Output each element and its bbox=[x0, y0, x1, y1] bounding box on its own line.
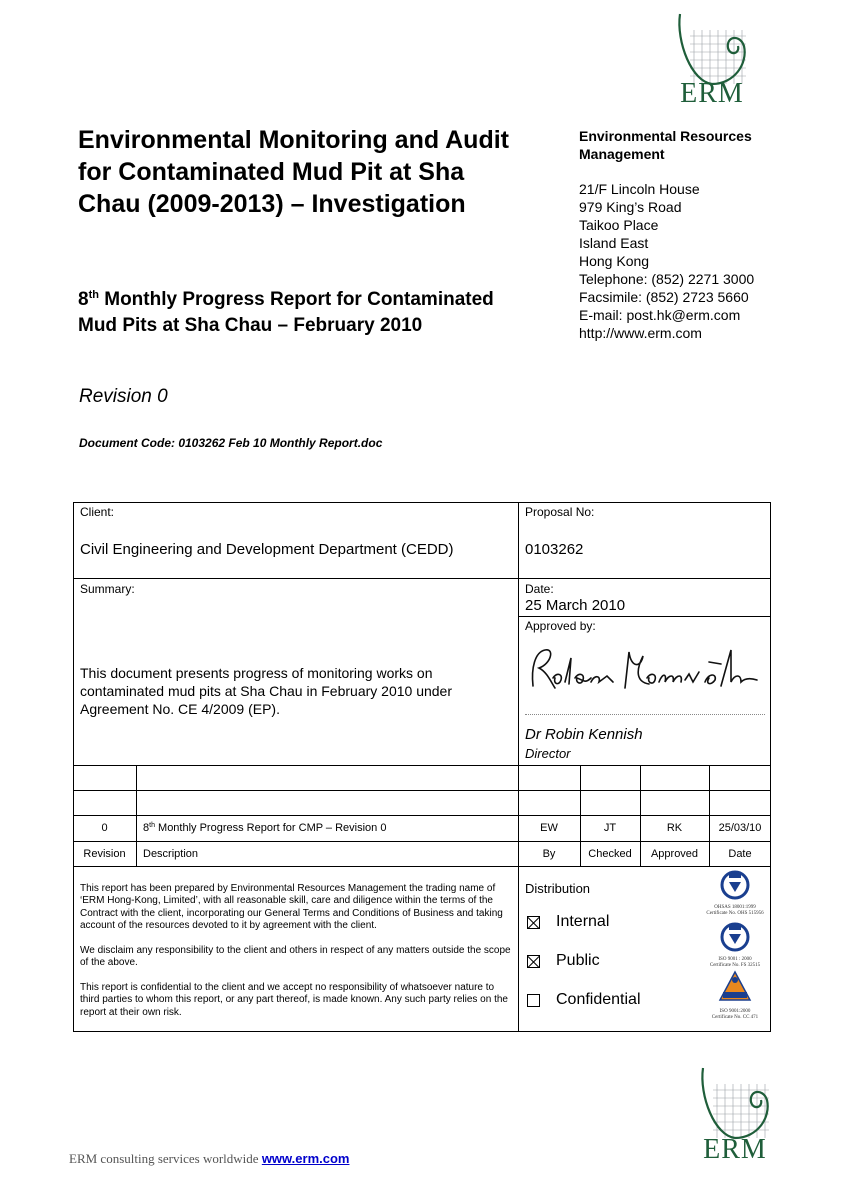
website: http://www.erm.com bbox=[579, 325, 702, 341]
erm-logo-bottom bbox=[695, 1066, 775, 1166]
subtitle-sup: th bbox=[88, 289, 99, 301]
table-divider bbox=[518, 616, 771, 617]
address-line: 979 King’s Road bbox=[579, 199, 682, 215]
organisation-name: Environmental Resources Management bbox=[579, 128, 752, 162]
page-footer bbox=[69, 1151, 349, 1167]
internal-checkbox[interactable] bbox=[527, 916, 540, 929]
table-divider bbox=[73, 765, 771, 766]
erm-logo-top bbox=[672, 12, 752, 107]
client-label: Client: bbox=[80, 505, 115, 519]
proposal-label: Proposal No: bbox=[525, 505, 595, 519]
date-label: Date: bbox=[525, 582, 554, 596]
summary-text: This document presents progress of monitoring works on contaminated mud pits at Sha Chau in February 2010 under Agreement No. CE 4/2009 (EP). bbox=[80, 665, 453, 717]
cert-standard: OHSAS 18001:1999 bbox=[714, 905, 756, 910]
description-ordinal: 8 bbox=[143, 822, 150, 834]
description-rest: Monthly Progress Report for CMP – Revision 0 bbox=[154, 822, 387, 834]
address-line: Hong Kong bbox=[579, 253, 650, 269]
cert-standard: ISO 9001:2000 bbox=[719, 1009, 751, 1014]
ohsas-cert-badge bbox=[700, 870, 770, 917]
footer-text: ERM consulting services worldwide bbox=[69, 1151, 262, 1166]
proposal-value: 0103262 bbox=[525, 541, 584, 558]
signature-image bbox=[525, 638, 765, 700]
table-divider bbox=[73, 790, 771, 791]
confidential-checkbox[interactable] bbox=[527, 994, 540, 1007]
erm-logo-text: ERM bbox=[703, 1134, 767, 1165]
revision-number: 0 bbox=[101, 822, 108, 834]
erm-logo-graphic bbox=[672, 12, 752, 88]
internal-label: Internal bbox=[556, 913, 610, 930]
signature-line bbox=[525, 714, 765, 715]
confidential-label: Confidential bbox=[556, 991, 641, 1008]
telephone: Telephone: (852) 2271 3000 bbox=[579, 271, 755, 287]
client-value: Civil Engineering and Development Department (CEDD) bbox=[80, 541, 454, 558]
cert-number: Certificate No. OHS 515956 bbox=[706, 911, 764, 916]
summary-label: Summary: bbox=[80, 582, 135, 596]
distribution-title: Distribution bbox=[525, 881, 591, 896]
cert-number: Certificate No. FS 32515 bbox=[709, 963, 761, 968]
footer-link[interactable]: www.erm.com bbox=[261, 1151, 350, 1166]
header-revision: Revision bbox=[83, 848, 126, 860]
revision-checked: JT bbox=[603, 822, 617, 834]
cert-number: Certificate No. CC 471 bbox=[711, 1015, 759, 1020]
table-divider bbox=[136, 765, 137, 866]
header-by: By bbox=[542, 848, 556, 860]
erm-logo-text: ERM bbox=[680, 78, 744, 109]
document-revision: Revision 0 bbox=[79, 386, 168, 407]
header-date: Date bbox=[728, 848, 752, 860]
address-line: Taikoo Place bbox=[579, 217, 659, 233]
document-subtitle bbox=[78, 282, 498, 339]
revision-description bbox=[143, 822, 386, 834]
table-divider bbox=[518, 502, 519, 1032]
cert-standard: ISO 9001 : 2000 bbox=[718, 957, 752, 962]
address-line: Island East bbox=[579, 235, 649, 251]
hkqaa-cert-badge bbox=[700, 970, 770, 1021]
erm-logo-graphic bbox=[695, 1066, 775, 1142]
signatory-name: Dr Robin Kennish bbox=[525, 726, 643, 743]
iso-cert-badge bbox=[700, 922, 770, 969]
document-code: Document Code: 0103262 Feb 10 Monthly Report.doc bbox=[79, 436, 383, 450]
table-divider bbox=[73, 866, 771, 867]
revision-approved: RK bbox=[666, 822, 683, 834]
bsi-logo-icon bbox=[720, 870, 750, 900]
public-label: Public bbox=[556, 952, 600, 969]
revision-by: EW bbox=[540, 822, 558, 834]
header-approved: Approved bbox=[650, 848, 699, 860]
table-divider bbox=[73, 815, 771, 816]
disclaimer-paragraph-2: We disclaim any responsibility to the client and others in respect of any matters outside the scope of the above. bbox=[80, 945, 511, 969]
document-title: Environmental Monitoring and Audit for Contaminated Mud Pit at Sha Chau (2009-2013) – Investigation bbox=[78, 126, 509, 218]
approved-by-label: Approved by: bbox=[525, 619, 596, 633]
description-sup: th bbox=[149, 822, 155, 829]
public-checkbox[interactable] bbox=[527, 955, 540, 968]
disclaimer-paragraph-1: This report has been prepared by Environmental Resources Management the trading name of ‘ERM Hong-Kong, Limited’, with all reasonable skill, care and diligence within the terms of the Contract with the client, incorporating our General Terms and Conditions of Business and taking account of the resources devoted to it by agreement with the client. bbox=[80, 883, 503, 932]
header-description: Description bbox=[143, 848, 199, 860]
address-line: 21/F Lincoln House bbox=[579, 181, 700, 197]
email: E-mail: post.hk@erm.com bbox=[579, 307, 741, 323]
disclaimer-paragraph-3: This report is confidential to the client and we accept no responsibility of whatsoever nature to third parties to whom this report, or any part thereof, is made known. Any such party relies on the report at their own risk. bbox=[80, 982, 508, 1018]
date-value: 25 March 2010 bbox=[525, 597, 626, 614]
table-divider bbox=[73, 841, 771, 842]
table-divider bbox=[73, 578, 771, 579]
header-checked: Checked bbox=[588, 848, 632, 860]
subtitle-ordinal: 8 bbox=[78, 289, 89, 310]
bsi-logo-icon bbox=[720, 922, 750, 952]
hkqaa-logo-icon bbox=[718, 970, 752, 1004]
subtitle-rest: Monthly Progress Report for Contaminated Mud Pits at Sha Chau – February 2010 bbox=[78, 289, 494, 336]
signatory-title: Director bbox=[525, 746, 571, 761]
revision-date: 25/03/10 bbox=[718, 822, 762, 834]
facsimile: Facsimile: (852) 2723 5660 bbox=[579, 289, 749, 305]
organisation-address bbox=[579, 180, 754, 342]
